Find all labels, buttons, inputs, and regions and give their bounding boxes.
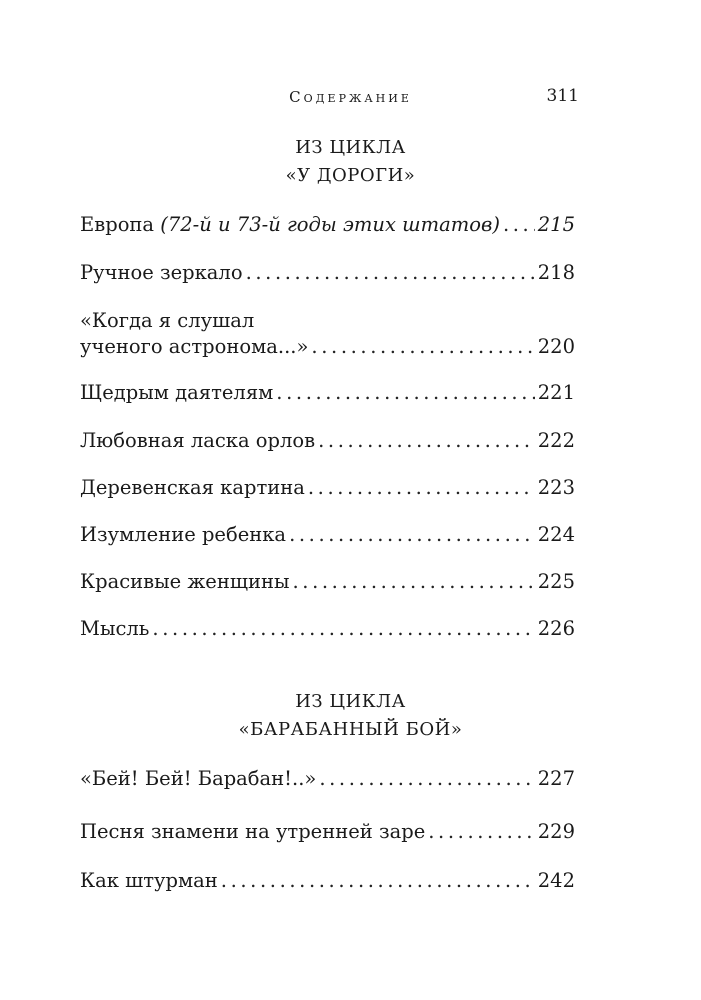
toc-entry-page: 227 xyxy=(537,767,575,790)
dot-leader xyxy=(276,380,534,406)
toc-entry-title: ученого астронома...» xyxy=(80,335,309,358)
section-heading-line: «У ДОРОГИ» xyxy=(285,165,416,186)
toc-entry[interactable] xyxy=(80,308,575,360)
dot-leader xyxy=(318,428,535,454)
toc-entry-title: Красивые женщины xyxy=(80,570,290,593)
toc-entry[interactable] xyxy=(80,522,575,548)
dot-leader xyxy=(221,868,535,894)
toc-entry-title: Европа (72-й и 73-й годы этих штатов) xyxy=(80,213,500,236)
toc-entry-page: 215 xyxy=(537,213,575,236)
toc-entry-title: Песня знамени на утренней заре xyxy=(80,820,426,843)
dot-leader xyxy=(289,522,535,548)
toc-entry-page: 222 xyxy=(537,429,575,452)
toc-entry-page: 225 xyxy=(537,570,575,593)
dot-leader xyxy=(292,569,534,595)
toc-entry[interactable] xyxy=(80,819,575,845)
toc-entry-title: Деревенская картина xyxy=(80,476,305,499)
dot-leader xyxy=(152,616,534,642)
toc-entry-title: Щедрым даятелям xyxy=(80,381,274,404)
toc-entry-title: Как штурман xyxy=(80,869,218,892)
toc-entry-page: 223 xyxy=(537,476,575,499)
toc-entry[interactable] xyxy=(80,212,575,238)
toc-entry-title: Любовная ласка орлов xyxy=(80,429,316,452)
toc-entry[interactable] xyxy=(80,616,575,642)
toc-entry[interactable] xyxy=(80,260,575,286)
section-heading-line: ИЗ ЦИКЛА xyxy=(295,137,406,158)
section-heading-line: ИЗ ЦИКЛА xyxy=(295,691,406,712)
section-heading-1 xyxy=(0,134,701,190)
running-title: Содержание xyxy=(289,88,412,106)
toc-entry[interactable] xyxy=(80,569,575,595)
toc-entry-title: Мысль xyxy=(80,617,150,640)
toc-entry-title: Изумление ребенка xyxy=(80,523,287,546)
dot-leader xyxy=(503,212,535,238)
section-heading-2 xyxy=(0,688,701,744)
toc-entry-page: 220 xyxy=(537,335,575,358)
page-header xyxy=(0,88,701,118)
toc-entry[interactable] xyxy=(80,428,575,454)
toc-entry-page: 221 xyxy=(537,381,575,404)
dot-leader xyxy=(308,475,535,501)
toc-entry-page: 218 xyxy=(537,261,575,284)
dot-leader xyxy=(311,334,534,360)
toc-entry-title: «Бей! Бей! Барабан!..» xyxy=(80,767,317,790)
toc-entry[interactable] xyxy=(80,475,575,501)
toc-entry-page: 226 xyxy=(537,617,575,640)
section-heading-line: «БАРАБАННЫЙ БОЙ» xyxy=(238,719,463,740)
dot-leader xyxy=(246,260,535,286)
toc-entry-title: Ручное зеркало xyxy=(80,261,243,284)
toc-entry[interactable] xyxy=(80,868,575,894)
toc-entry-title-line1: «Когда я слушал xyxy=(80,309,255,332)
dot-leader xyxy=(428,819,535,845)
toc-entry[interactable] xyxy=(80,766,575,792)
toc-entry-page: 229 xyxy=(537,820,575,843)
toc-entry[interactable] xyxy=(80,380,575,406)
toc-entry-subtitle: (72-й и 73-й годы этих штатов) xyxy=(160,213,500,236)
toc-entry-page: 224 xyxy=(537,523,575,546)
page-number: 311 xyxy=(546,86,579,106)
toc-entry-page: 242 xyxy=(537,869,575,892)
dot-leader xyxy=(319,766,534,792)
